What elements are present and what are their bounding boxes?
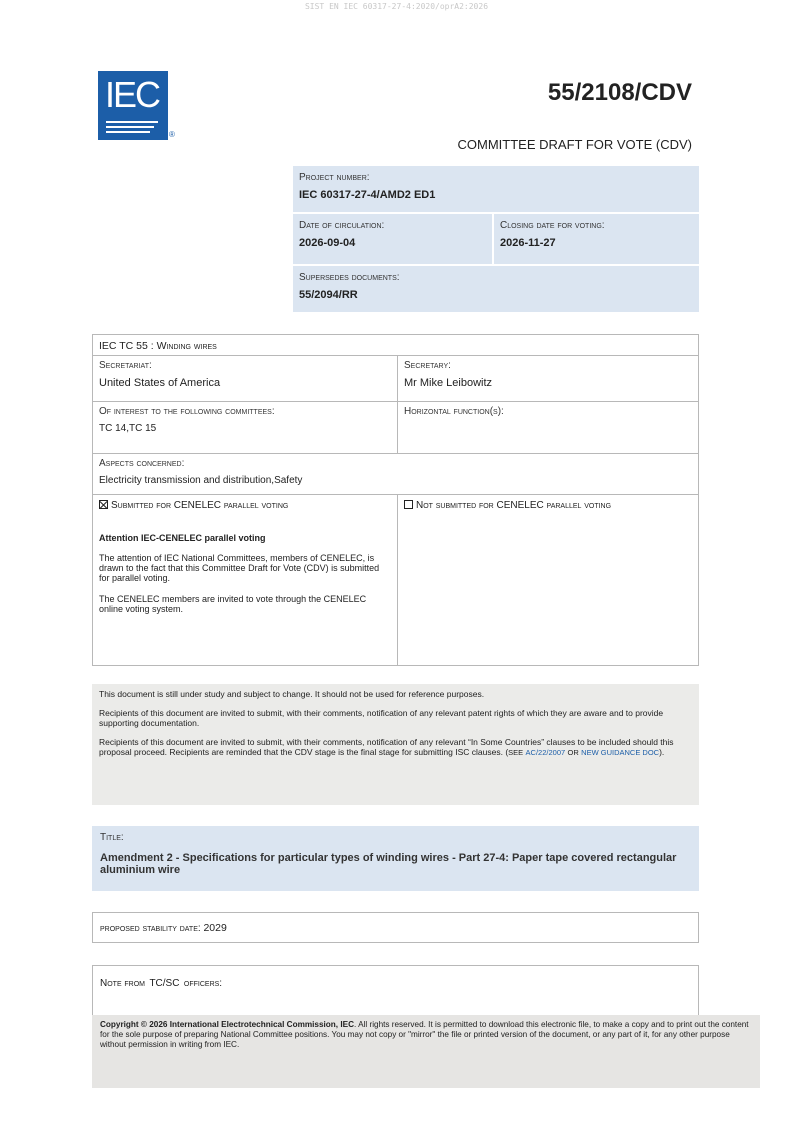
document-title: Amendment 2 - Specifications for particular types of winding wires - Part 27-4: Paper tape covered rectangular aluminium wire	[100, 852, 677, 876]
circulation-value: 2026-09-04	[299, 237, 356, 249]
doc-type: COMMITTEE DRAFT FOR VOTE (CDV)	[457, 137, 692, 152]
see-text: SEE	[508, 748, 524, 757]
closing-cell	[494, 214, 699, 264]
submitted-cell	[93, 495, 398, 665]
closing-label: Closing date for voting:	[500, 220, 605, 231]
project-number-cell	[293, 166, 699, 212]
attention-paragraph-2: The CENELEC members are invited to vote through the CENELEC online voting system.	[99, 594, 367, 614]
stability-value: 2029	[203, 922, 227, 934]
circulation-cell	[293, 214, 492, 264]
doc-number: 55/2108/CDV	[547, 79, 692, 106]
aspects-label: Aspects concerned:	[99, 458, 185, 469]
project-info	[293, 166, 699, 314]
supersedes-label: Supersedes documents:	[299, 272, 400, 283]
secretariat-value: United States of America	[99, 377, 221, 389]
secretariat-label: Secretariat:	[99, 360, 152, 371]
secretary-value: Mr Mike Leibowitz	[404, 377, 493, 389]
notice-paragraph-2: Recipients of this document are invited to submit, with their comments, notification of any relevant patent rights of which they are aware and to provide supporting documentation.	[99, 708, 664, 728]
committee-box	[92, 334, 699, 666]
circulation-label: Date of circulation:	[299, 220, 385, 231]
logo-text: IEC	[105, 74, 160, 115]
submitted-mid: CENELEC	[173, 500, 222, 511]
not-submitted-mid: CENELEC	[496, 500, 544, 511]
copyright-box	[92, 1015, 760, 1088]
notice-box	[92, 684, 699, 805]
title-box	[92, 826, 699, 891]
stability-label: proposed stability date:	[100, 923, 204, 934]
interest-label: Of interest to the following committees:	[99, 406, 275, 417]
not-submitted-post: parallel voting	[546, 500, 612, 511]
aspects-value: Electricity transmission and distribution,Safety	[99, 475, 303, 486]
submitted-checkbox[interactable]	[99, 500, 108, 509]
supersedes-value: 55/2094/RR	[299, 289, 358, 301]
attention-paragraph-1: The attention of IEC National Committees, members of CENELEC, is drawn to the fact that this Committee Draft for Vote (CDV) is submitted for parallel voting.	[99, 553, 380, 583]
copyright-bold: Copyright © 2026 International Electrotechnical Commission, IEC	[100, 1020, 354, 1029]
secretariat-cell	[93, 356, 398, 401]
submitted-post: parallel voting	[223, 500, 289, 511]
guidance-doc-link[interactable]: NEW GUIDANCE DOC	[581, 748, 660, 757]
note-label-mid: TC/SC	[149, 978, 180, 989]
iec-logo	[98, 71, 168, 140]
notice-paragraph-1: This document is still under study and subject to change. It should not be used for reference purposes.	[99, 689, 485, 699]
project-number-value: IEC 60317-27-4/AMD2 ED1	[299, 189, 436, 201]
title-label: Title:	[100, 832, 124, 843]
closing-value: 2026-11-27	[500, 237, 556, 249]
tc-prefix: IEC TC 55 :	[99, 340, 157, 352]
copyright-text: . All rights reserved. It is permitted to download this electronic file, to make a copy and to print out the content for the sole purpose of preparing National Committee positions. You may not copy or "mirror" the file or printed version of the document, or any part of it, for any other purpose without permission in writing from IEC.	[100, 1020, 749, 1049]
not-submitted-checkbox[interactable]	[404, 500, 413, 509]
not-submitted-pre: Not submitted for	[416, 500, 494, 511]
interest-value: TC 14,TC 15	[99, 423, 157, 434]
not-submitted-cell	[398, 495, 698, 665]
tc-name: Winding wires	[156, 340, 217, 352]
note-box	[92, 965, 699, 1020]
horizontal-cell	[398, 402, 698, 453]
stability-box	[92, 912, 699, 943]
project-number-label: Project number:	[299, 172, 370, 183]
watermark: SIST EN IEC 60317-27-4:2020/oprA2:2026	[304, 2, 489, 11]
submitted-pre: Submitted for	[111, 500, 171, 511]
secretary-cell	[398, 356, 698, 401]
or-text: OR	[567, 748, 579, 757]
horizontal-label: Horizontal function(s):	[404, 406, 504, 417]
notice-paragraph-3: Recipients of this document are invited to submit, with their comments, notification of any relevant “In Some Countries” clauses to be included should this proposal proceed. Recipients are reminded that the CDV stage is the final stage for submitting ISC clauses. (SEE AC/22/2007 OR NEW GUIDANCE DOC).	[99, 737, 674, 757]
ac-22-2007-link[interactable]: AC/22/2007	[525, 748, 566, 757]
tc-row	[93, 335, 223, 355]
secretary-label: Secretary:	[404, 360, 451, 371]
attention-heading: Attention IEC-CENELEC parallel voting	[99, 533, 266, 543]
interest-cell	[93, 402, 398, 453]
registered-mark: ®	[169, 130, 175, 139]
note-label-post: officers:	[183, 978, 223, 989]
aspects-cell	[93, 454, 308, 494]
note-label-pre: Note from	[100, 978, 145, 989]
supersedes-cell	[293, 266, 699, 312]
